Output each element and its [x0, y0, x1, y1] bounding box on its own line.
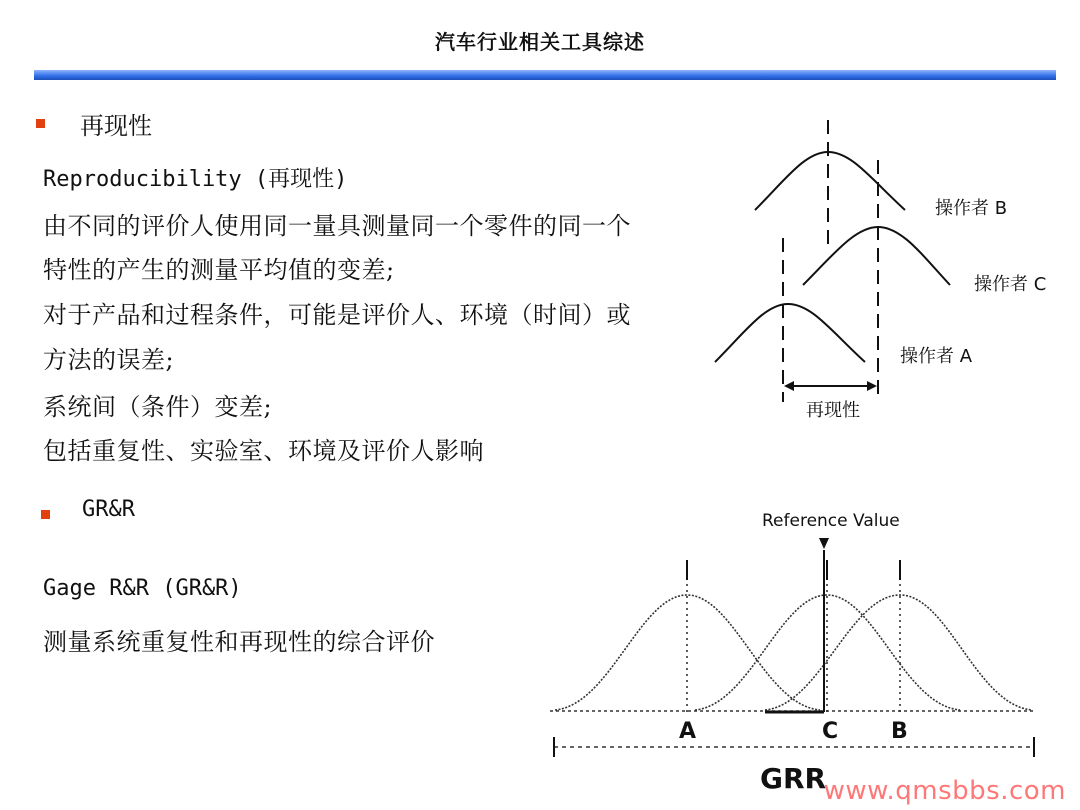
- reference-value-label: Reference Value: [762, 511, 900, 531]
- bullet-icon: [36, 119, 45, 128]
- operator-b-label: 操作者 B: [935, 198, 1008, 219]
- operator-c-label: 操作者 C: [974, 274, 1047, 295]
- body-line: 包括重复性、实验室、环境及评价人影响: [43, 437, 484, 465]
- body-line: Reproducibility (再现性): [43, 167, 348, 192]
- reproducibility-label: 再现性: [806, 400, 860, 421]
- body-line: 方法的误差;: [43, 346, 175, 374]
- operator-a-curve: [715, 304, 865, 362]
- section-title-reproducibility: 再现性: [80, 112, 152, 140]
- grr-label: GRR: [760, 762, 827, 795]
- arrow-left-icon: [784, 381, 794, 391]
- operator-b-curve: [755, 152, 905, 210]
- header-divider: [34, 70, 1056, 80]
- operator-a-label: 操作者 A: [900, 346, 973, 367]
- section-title-grr: GR&R: [82, 497, 135, 522]
- label-c: C: [822, 719, 839, 744]
- label-a: A: [679, 719, 697, 744]
- body-line: 由不同的评价人使用同一量具测量同一个零件的同一个: [43, 212, 631, 240]
- watermark: www.qmsbbs.com: [823, 776, 1066, 806]
- body-line: 对于产品和过程条件，可能是评价人、环境（时间）或: [43, 301, 631, 329]
- bullet-icon: [41, 510, 50, 519]
- label-b: B: [891, 719, 908, 744]
- grr-diagram: [540, 500, 1050, 805]
- body-line: 测量系统重复性和再现性的综合评价: [43, 628, 435, 656]
- reproducibility-diagram: [700, 110, 1080, 440]
- page-title: 汽车行业相关工具综述: [435, 30, 645, 54]
- operator-c-curve: [803, 227, 950, 285]
- reference-arrow-icon: [819, 538, 829, 549]
- body-line: Gage R&R (GR&R): [43, 576, 242, 601]
- arrow-right-icon: [867, 381, 877, 391]
- curve-b: [765, 595, 1032, 710]
- body-line: 特性的产生的测量平均值的变差;: [43, 256, 395, 284]
- body-line: 系统间（条件）变差;: [43, 393, 273, 421]
